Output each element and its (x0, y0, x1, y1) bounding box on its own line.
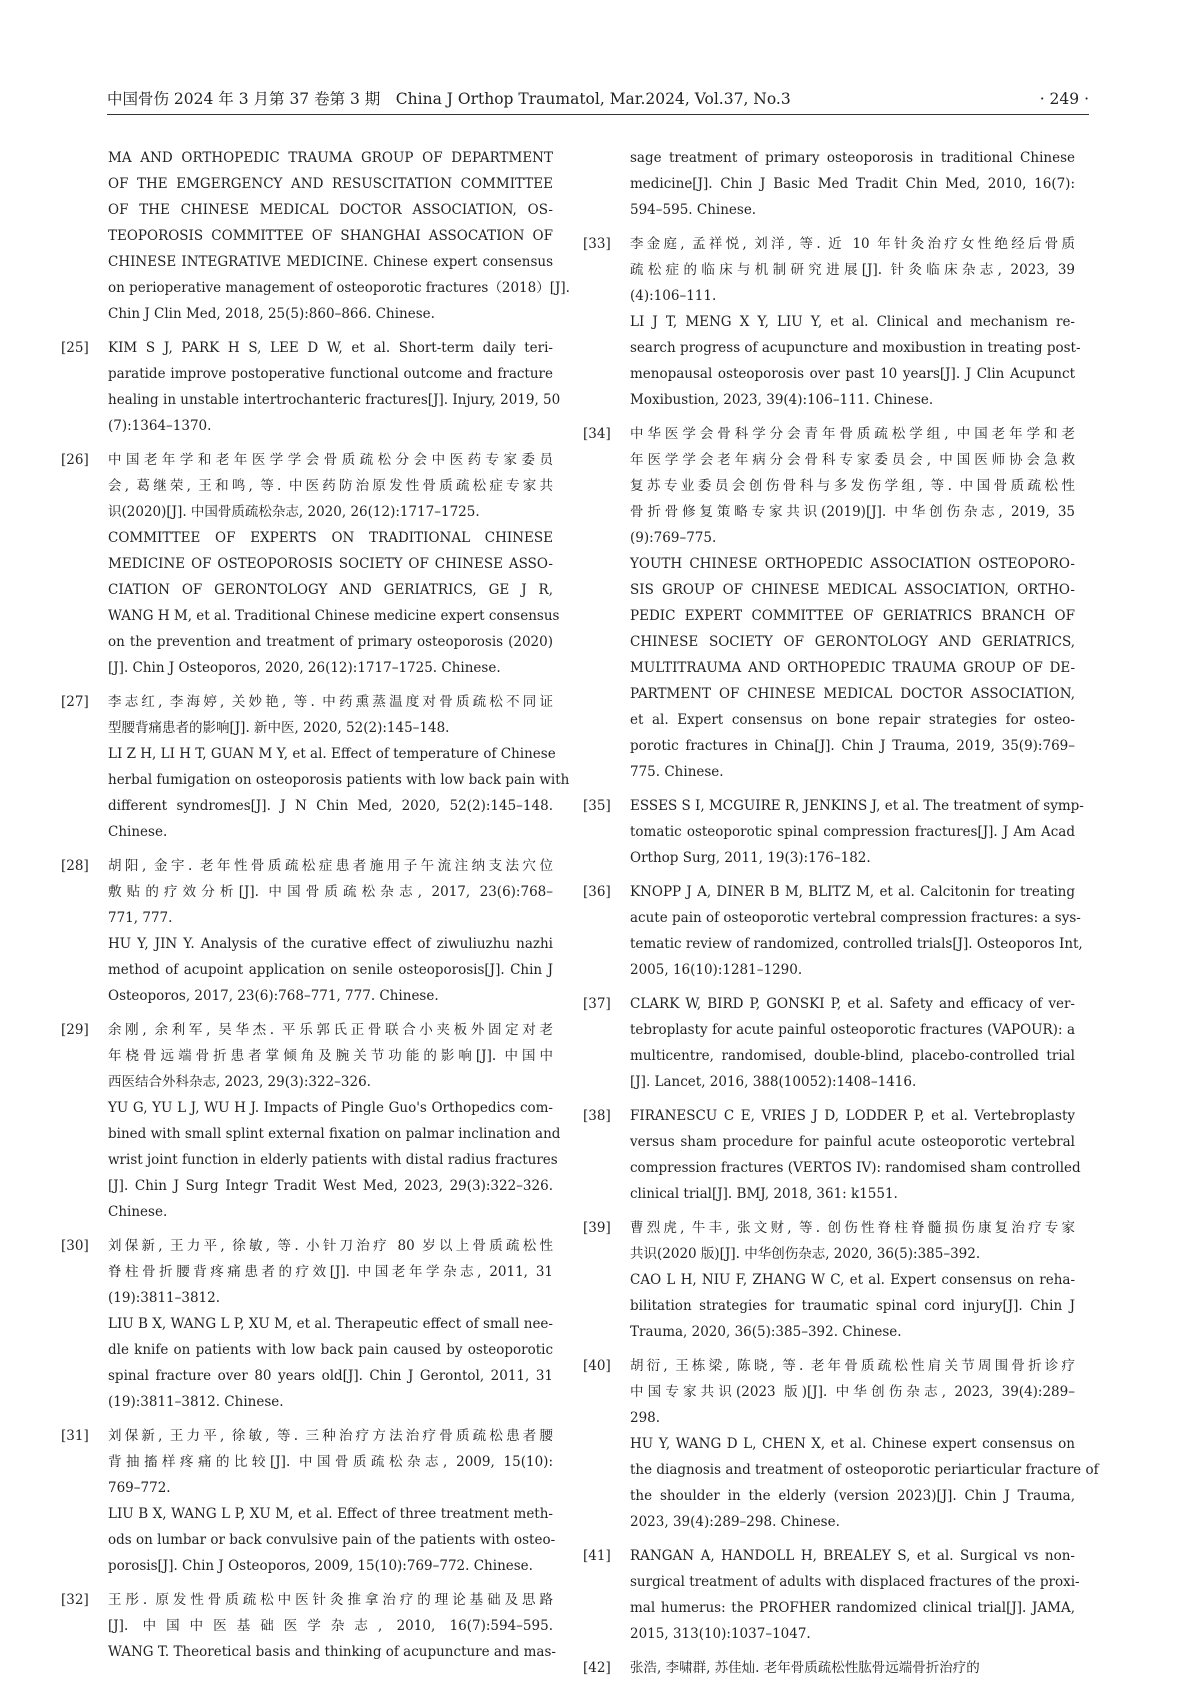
reference-line: method of acupoint application on senile osteoporosis[J]. Chin J (108, 962, 553, 978)
reference-entry (583, 1543, 1080, 1647)
reference-line: Trauma, 2020, 36(5):385–392. Chinese. (630, 1324, 902, 1340)
reference-gap (108, 1415, 553, 1423)
reference-line: acute pain of osteoporotic vertebral compression fractures: a sys- (630, 910, 1081, 926)
reference-number: [29] (61, 1022, 89, 1038)
reference-line: sage treatment of primary osteoporosis in traditional Chinese (630, 150, 1075, 166)
reference-line: OF THE EMGERGENCY AND RESUSCITATION COMMITTEE (108, 176, 553, 192)
reference-line: 2015, 313(10):1037–1047. (630, 1626, 811, 1642)
reference-line: 594–595. Chinese. (630, 202, 757, 218)
reference-line: 西医结合外科杂志, 2023, 29(3):322–326. (108, 1074, 371, 1090)
reference-line: MEDICINE OF OSTEOPOROSIS SOCIETY OF CHINESE ASSO- (108, 556, 553, 572)
reference-gap (630, 871, 1075, 879)
reference-number: [31] (61, 1428, 89, 1444)
reference-text: CLARK W, BIRD P, GONSKI P, et al. Safety and efficacy of ver- (630, 996, 1075, 1012)
reference-line: 敷贴的疗效分析[J]. 中国骨质疏松杂志, 2017, 23(6):768– (108, 884, 553, 900)
reference-entry (583, 421, 1075, 785)
reference-text: 曹烈虎, 牛丰, 张文财, 等. 创伤性脊柱脊髓损伤康复治疗专家 (630, 1220, 1075, 1236)
reference-number: [32] (61, 1592, 89, 1608)
reference-gap (630, 983, 1075, 991)
reference-line: Chinese. (108, 1204, 168, 1220)
reference-line: search progress of acupuncture and moxibustion in treating post- (630, 340, 1081, 356)
reference-line: 2005, 16(10):1281–1290. (630, 962, 803, 978)
reference-line: 775. Chinese. (630, 764, 724, 780)
reference-line: clinical trial[J]. BMJ, 2018, 361: k1551. (630, 1186, 898, 1202)
reference-line: different syndromes[J]. J N Chin Med, 2020, 52(2):145–148. (108, 798, 553, 814)
reference-line: (4):106–111. (630, 288, 717, 304)
reference-text: 中国老年学和老年医学学会骨质疏松分会中医药专家委员 (108, 452, 553, 468)
reference-line (583, 1543, 1075, 1569)
reference-line: LIU B X, WANG L P, XU M, et al. Therapeutic effect of small nee- (108, 1316, 553, 1332)
reference-gap (108, 845, 553, 853)
reference-line: YOUTH CHINESE ORTHOPEDIC ASSOCIATION OSTEOPORO- (630, 556, 1075, 572)
reference-line: LI Z H, LI H T, GUAN M Y, et al. Effect of temperature of Chinese (108, 746, 556, 762)
reference-gap (108, 681, 553, 689)
reference-entry (583, 1353, 1099, 1535)
reference-line (583, 1353, 1075, 1379)
reference-line: versus sham procedure for painful acute osteoporotic vertebral (630, 1134, 1075, 1150)
reference-line: 年医学学会老年病分会骨科专家委员会, 中国医师协会急救 (630, 452, 1075, 468)
reference-gap (630, 1535, 1075, 1543)
reference-number: [27] (61, 694, 89, 710)
reference-line (583, 793, 1084, 819)
reference-line: the diagnosis and treatment of osteoporotic periarticular fracture of (630, 1462, 1099, 1478)
reference-line: CHINESE INTEGRATIVE MEDICINE. Chinese expert consensus (108, 254, 553, 270)
reference-text: 李金庭, 孟祥悦, 刘洋, 等. 近 10 年针灸治疗女性绝经后骨质 (630, 236, 1075, 252)
reference-line: medicine[J]. Chin J Basic Med Tradit Chin Med, 2010, 16(7): (630, 176, 1075, 192)
reference-line: porosis[J]. Chin J Osteoporos, 2009, 15(10):769–772. Chinese. (108, 1558, 533, 1574)
reference-entry (61, 335, 561, 439)
reference-line: 共识(2020 版)[J]. 中华创伤杂志, 2020, 36(5):385–392. (630, 1246, 981, 1262)
reference-line (583, 421, 1075, 447)
right-column (583, 145, 1099, 1681)
reference-number: [40] (583, 1358, 611, 1374)
reference-line: SIS GROUP OF CHINESE MEDICAL ASSOCIATION, ORTHO- (630, 582, 1075, 598)
reference-line: 中国专家共识(2023 版)[J]. 中华创伤杂志, 2023, 39(4):289– (630, 1384, 1075, 1400)
reference-line: 识(2020)[J]. 中国骨质疏松杂志, 2020, 26(12):1717–1725. (108, 504, 480, 520)
reference-line: [J]. Lancet, 2016, 388(10052):1408–1416. (630, 1074, 917, 1090)
reference-entry (108, 145, 570, 327)
reference-line: on the prevention and treatment of primary osteoporosis (2020) (108, 634, 553, 650)
reference-line: MA AND ORTHOPEDIC TRAUMA GROUP OF DEPARTMENT (108, 150, 553, 166)
reference-line: Chinese. (108, 824, 168, 840)
reference-gap (630, 1647, 1075, 1655)
reference-line: [J]. 中国中医基础医学杂志, 2010, 16(7):594–595. (108, 1618, 553, 1634)
reference-number: [34] (583, 426, 611, 442)
reference-line (61, 335, 553, 361)
reference-number: [26] (61, 452, 89, 468)
reference-line: surgical treatment of adults with displaced fractures of the proxi- (630, 1574, 1080, 1590)
reference-text: 中华医学会骨科学分会青年骨质疏松学组, 中国老年学和老 (630, 426, 1075, 442)
reference-number: [30] (61, 1238, 89, 1254)
reference-line: MULTITRAUMA AND ORTHOPEDIC TRAUMA GROUP OF DE- (630, 660, 1075, 676)
reference-line: compression fractures (VERTOS IV): randomised sham controlled (630, 1160, 1081, 1176)
reference-line: 疏松症的临床与机制研究进展[J]. 针灸临床杂志, 2023, 39 (630, 262, 1075, 278)
reference-line: [J]. Chin J Osteoporos, 2020, 26(12):1717–1725. Chinese. (108, 660, 501, 676)
reference-line: 771, 777. (108, 910, 173, 926)
reference-line: tematic review of randomized, controlled trials[J]. Osteoporos Int, (630, 936, 1083, 952)
reference-gap (108, 1225, 553, 1233)
reference-line: HU Y, JIN Y. Analysis of the curative effect of ziwuliuzhu nazhi (108, 936, 553, 952)
reference-entry (583, 879, 1083, 983)
reference-gap (108, 1579, 553, 1587)
reference-line: spinal fracture over 80 years old[J]. Chin J Gerontol, 2011, 31 (108, 1368, 553, 1384)
reference-number: [36] (583, 884, 611, 900)
reference-line: 骨折骨修复策略专家共识(2019)[J]. 中华创伤杂志, 2019, 35 (630, 504, 1075, 520)
reference-line: herbal fumigation on osteoporosis patients with low back pain with (108, 772, 570, 788)
reference-line (61, 853, 553, 879)
reference-number: [39] (583, 1220, 611, 1236)
reference-gap (630, 1345, 1075, 1353)
reference-line: bilitation strategies for traumatic spinal cord injury[J]. Chin J (630, 1298, 1075, 1314)
reference-line (583, 1103, 1075, 1129)
reference-number: [37] (583, 996, 611, 1012)
reference-line (583, 1215, 1075, 1241)
reference-line: 型腰背痛患者的影响[J]. 新中医, 2020, 52(2):145–148. (108, 720, 450, 736)
reference-line: 769–772. (108, 1480, 171, 1496)
reference-number: [28] (61, 858, 89, 874)
reference-line: Orthop Surg, 2011, 19(3):176–182. (630, 850, 871, 866)
reference-line: LI J T, MENG X Y, LIU Y, et al. Clinical and mechanism re- (630, 314, 1075, 330)
reference-text: 刘保新, 王力平, 徐敏, 等. 小针刀治疗 80 岁以上骨质疏松性 (108, 1238, 553, 1254)
reference-gap (630, 1095, 1075, 1103)
reference-gap (108, 1009, 553, 1017)
reference-line: 脊柱骨折腰背疼痛患者的疗效[J]. 中国老年学杂志, 2011, 31 (108, 1264, 553, 1280)
reference-line: CIATION OF GERONTOLOGY AND GERIATRICS, GE J R, (108, 582, 553, 598)
reference-gap (630, 223, 1075, 231)
reference-line: 298. (630, 1410, 661, 1426)
reference-entry (61, 1587, 556, 1665)
reference-line: LIU B X, WANG L P, XU M, et al. Effect of three treatment meth- (108, 1506, 553, 1522)
reference-entry (630, 145, 1075, 223)
reference-line: TEOPOROSIS COMMITTEE OF SHANGHAI ASSOCATION OF (108, 228, 553, 244)
reference-line: HU Y, WANG D L, CHEN X, et al. Chinese expert consensus on (630, 1436, 1075, 1452)
reference-line: ods on lumbar or back convulsive pain of the patients with osteo- (108, 1532, 556, 1548)
left-column (61, 145, 570, 1665)
reference-line: (9):769–775. (630, 530, 717, 546)
reference-line: the shoulder in the elderly (version 2023)[J]. Chin J Trauma, (630, 1488, 1075, 1504)
reference-entry (583, 1655, 1075, 1681)
reference-entry (583, 991, 1075, 1095)
page-number: · 249 · (1039, 90, 1089, 108)
reference-text: 余刚, 余利军, 吴华杰. 平乐郭氏正骨联合小夹板外固定对老 (108, 1022, 553, 1038)
reference-text: RANGAN A, HANDOLL H, BREALEY S, et al. Surgical vs non- (630, 1548, 1075, 1564)
reference-text: KIM S J, PARK H S, LEE D W, et al. Short-term daily teri- (108, 340, 553, 356)
reference-text: 胡衍, 王栋梁, 陈晓, 等. 老年骨质疏松性肩关节周围骨折诊疗 (630, 1358, 1075, 1374)
reference-gap (630, 1207, 1075, 1215)
reference-line (583, 879, 1075, 905)
reference-text: 胡阳, 金宇. 老年性骨质疏松症患者施用子午流注纳支法穴位 (108, 858, 553, 874)
reference-line: Chin J Clin Med, 2018, 25(5):860–866. Chinese. (108, 306, 435, 322)
reference-line: (19):3811–3812. Chinese. (108, 1394, 284, 1410)
reference-line: tomatic osteoporotic spinal compression fractures[J]. J Am Acad (630, 824, 1075, 840)
reference-entry (61, 1017, 561, 1225)
reference-line: [J]. Chin J Surg Integr Tradit West Med, 2023, 29(3):322–326. (108, 1178, 553, 1194)
reference-line: wrist joint function in elderly patients with distal radius fractures (108, 1152, 558, 1168)
reference-line: COMMITTEE OF EXPERTS ON TRADITIONAL CHINESE (108, 530, 553, 546)
reference-text: 刘保新, 王力平, 徐敏, 等. 三种治疗方法治疗骨质疏松患者腰 (108, 1428, 553, 1444)
reference-number: [41] (583, 1548, 611, 1564)
reference-line: menopausal osteoporosis over past 10 years[J]. J Clin Acupunct (630, 366, 1075, 382)
reference-line: healing in unstable intertrochanteric fractures[J]. Injury, 2019, 50 (108, 392, 561, 408)
reference-line: on perioperative management of osteoporotic fractures（2018）[J]. (108, 280, 570, 296)
reference-line: tebroplasty for acute painful osteoporotic fractures (VAPOUR): a (630, 1022, 1075, 1038)
reference-entry (583, 793, 1084, 871)
reference-line: 2023, 39(4):289–298. Chinese. (630, 1514, 840, 1530)
reference-line: bined with small splint external fixation on palmar inclination and (108, 1126, 561, 1142)
reference-gap (630, 413, 1075, 421)
reference-number: [38] (583, 1108, 611, 1124)
reference-line: OF THE CHINESE MEDICAL DOCTOR ASSOCIATION, OS- (108, 202, 553, 218)
reference-line (61, 689, 553, 715)
reference-line (61, 447, 553, 473)
reference-line: (19):3811–3812. (108, 1290, 221, 1306)
reference-gap (108, 439, 553, 447)
reference-line (61, 1587, 553, 1613)
reference-line: paratide improve postoperative functional outcome and fracture (108, 366, 553, 382)
reference-gap (108, 327, 553, 335)
journal-citation: 中国骨伤 2024 年 3 月第 37 卷第 3 期 China J Orthop Traumatol, Mar.2024, Vol.37, No.3 (107, 90, 791, 108)
reference-line: (7):1364–1370. (108, 418, 212, 434)
reference-number: [42] (583, 1660, 611, 1676)
reference-line: CAO L H, NIU F, ZHANG W C, et al. Expert consensus on reha- (630, 1272, 1075, 1288)
reference-line (61, 1017, 553, 1043)
reference-entry (583, 1215, 1075, 1345)
reference-line: 背抽搐样疼痛的比较[J]. 中国骨质疏松杂志, 2009, 15(10): (108, 1454, 553, 1470)
reference-line: CHINESE SOCIETY OF GERONTOLOGY AND GERIATRICS, (630, 634, 1075, 650)
reference-text: ESSES S I, MCGUIRE R, JENKINS J, et al. The treatment of symp- (630, 798, 1084, 814)
reference-entry (61, 853, 553, 1009)
reference-line: 年桡骨远端骨折患者掌倾角及腕关节功能的影响[J]. 中国中 (108, 1048, 553, 1064)
reference-line: porotic fractures in China[J]. Chin J Trauma, 2019, 35(9):769– (630, 738, 1075, 754)
reference-line: PARTMENT OF CHINESE MEDICAL DOCTOR ASSOCIATION, (630, 686, 1075, 702)
reference-line: Osteoporos, 2017, 23(6):768–771, 777. Chinese. (108, 988, 439, 1004)
reference-line: WANG T. Theoretical basis and thinking of acupuncture and mas- (108, 1644, 556, 1660)
reference-line (583, 991, 1075, 1017)
reference-entry (61, 1423, 556, 1579)
reference-line (583, 231, 1075, 257)
reference-entry (583, 231, 1081, 413)
running-header (107, 86, 1089, 115)
reference-entry (61, 689, 570, 845)
reference-text: 李志红, 李海婷, 关妙艳, 等. 中药熏蒸温度对骨质疏松不同证 (108, 694, 553, 710)
reference-number: [25] (61, 340, 89, 356)
reference-line (583, 1655, 1075, 1681)
reference-number: [35] (583, 798, 611, 814)
reference-text: 王彤. 原发性骨质疏松中医针灸推拿治疗的理论基础及思路 (108, 1592, 553, 1608)
reference-entry (583, 1103, 1081, 1207)
reference-number: [33] (583, 236, 611, 252)
reference-line (61, 1423, 553, 1449)
reference-line: PEDIC EXPERT COMMITTEE OF GERIATRICS BRANCH OF (630, 608, 1075, 624)
reference-line: et al. Expert consensus on bone repair strategies for osteo- (630, 712, 1075, 728)
reference-text: FIRANESCU C E, VRIES J D, LODDER P, et al. Vertebroplasty (630, 1108, 1075, 1124)
reference-gap (630, 785, 1075, 793)
reference-line: multicentre, randomised, double-blind, placebo-controlled trial (630, 1048, 1075, 1064)
reference-line: dle knife on patients with low back pain caused by osteoporotic (108, 1342, 553, 1358)
reference-text: 张浩, 李啸群, 苏佳灿. 老年骨质疏松性肱骨远端骨折治疗的 (630, 1660, 980, 1676)
reference-line: 复苏专业委员会创伤骨科与多发伤学组, 等. 中国骨质疏松性 (630, 478, 1075, 494)
reference-line: YU G, YU L J, WU H J. Impacts of Pingle Guo's Orthopedics com- (108, 1100, 553, 1116)
reference-line: 会, 葛继荣, 王和鸣, 等. 中医药防治原发性骨质疏松症专家共 (108, 478, 553, 494)
reference-line: WANG H M, et al. Traditional Chinese medicine expert consensus (108, 608, 560, 624)
reference-entry (61, 1233, 553, 1415)
reference-line: Moxibustion, 2023, 39(4):106–111. Chinese. (630, 392, 934, 408)
reference-line: mal humerus: the PROFHER randomized clinical trial[J]. JAMA, (630, 1600, 1075, 1616)
reference-entry (61, 447, 560, 681)
reference-text: KNOPP J A, DINER B M, BLITZ M, et al. Calcitonin for treating (630, 884, 1075, 900)
reference-line (61, 1233, 553, 1259)
